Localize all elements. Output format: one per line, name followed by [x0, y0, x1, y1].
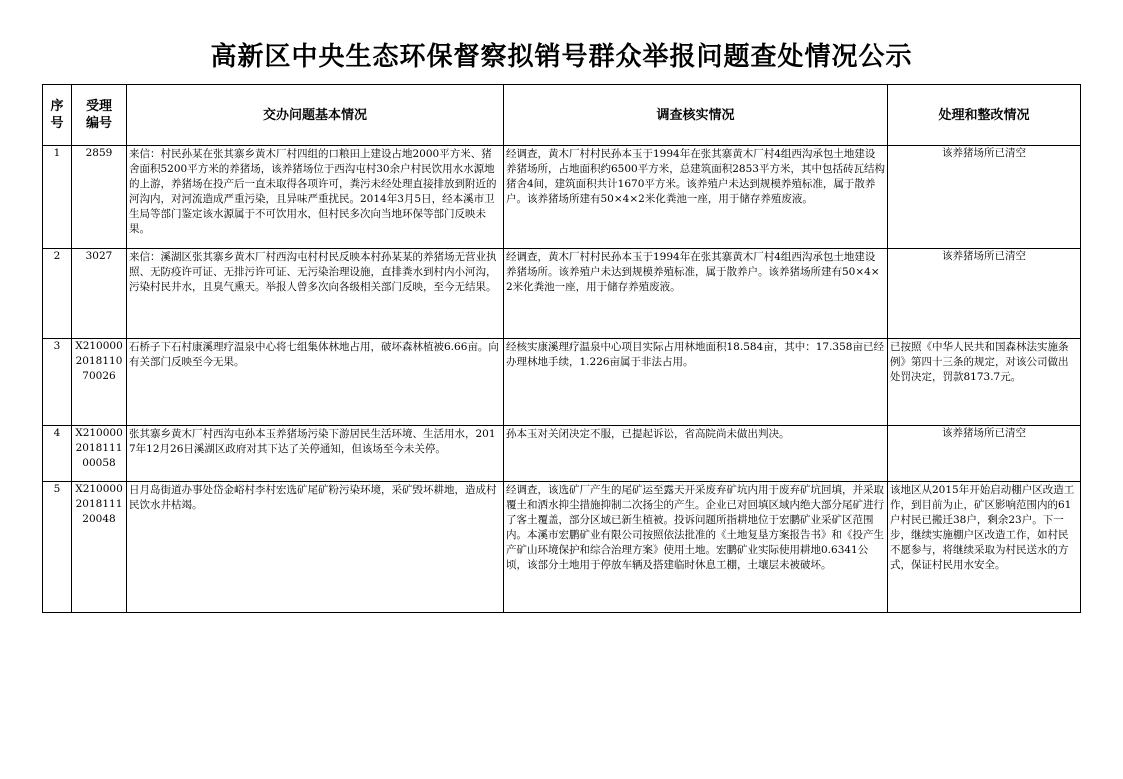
cell-id [72, 482, 127, 613]
cell-seq: 1 [43, 146, 72, 249]
id-line: X210000 [75, 483, 123, 495]
cell-result: 该养猪场所已清空 [888, 249, 1081, 339]
cell-problem [127, 426, 504, 482]
header-id-label: 受理编号 [85, 99, 112, 131]
id-line: 70026 [82, 370, 116, 382]
cell-seq: 2 [43, 249, 72, 339]
id-line: X210000 [75, 340, 123, 352]
problem-text: 日月岛街道办事处岱金峪村李村宏选矿尾矿粉污染环境，采矿毁坏耕地，造成村民饮水井枯竭。 [129, 484, 497, 511]
header-id [72, 85, 127, 146]
id-line: 2018110 [75, 355, 123, 367]
id-line: 2018111 [75, 498, 123, 510]
id-line: 00058 [82, 457, 116, 469]
table-row [43, 249, 1081, 339]
result-text: 已按照《中华人民共和国森林法实施条例》第四十三条的规定，对该公司做出处罚决定，罚款8173.7元。 [890, 341, 1069, 383]
cell-result: 该养猪场所已清空 [888, 146, 1081, 249]
investigation-text: 经调查，黄木厂村村民孙本玉于1994年在张其寨黄木厂村4组西沟承包土地建设养猪场所，占地面积约6500平方米，总建筑面积2853平方米，其中包括砖瓦结构猪舍4间，建筑面积共计1670平方米。该养殖户未达到规模养殖标准，属于散养户。该养猪场所建有50×4×2米化粪池一座，用于储存养殖废液。 [506, 148, 885, 205]
cell-id [72, 339, 127, 426]
table-row [43, 146, 1081, 249]
cell-investigation [504, 339, 888, 426]
cell-result [888, 482, 1081, 613]
header-investigation: 调查核实情况 [504, 85, 888, 146]
cell-id: 3027 [72, 249, 127, 339]
investigation-text: 经核实康溪理疗温泉中心项目实际占用林地面积18.584亩，其中：17.358亩已经办理林地手续，1.226亩属于非法占用。 [506, 341, 884, 368]
page-title: 高新区中央生态环保督察拟销号群众举报问题查处情况公示 [210, 42, 913, 72]
cell-investigation [504, 249, 888, 339]
id-line: 20048 [82, 513, 116, 525]
table-header-row [43, 85, 1081, 146]
cell-investigation [504, 482, 888, 613]
cell-investigation [504, 426, 888, 482]
header-seq [43, 85, 72, 146]
investigation-text: 经调查，该选矿厂产生的尾矿运至露天开采废弃矿坑内用于废弃矿坑回填，并采取覆土和洒水抑尘措施抑制二次扬尘的产生。企业已对回填区域内绝大部分尾矿进行了客土覆盖，部分区域已新生植被。投诉问题所指耕地位于宏鹏矿业采矿区范围内。本溪市宏鹏矿业有限公司按照依法批准的《土地复垦方案报告书》和《投产生产矿山环境保护和综合治理方案》使用土地。宏鹏矿业实际使用耕地0.6341公顷，该部分土地用于停放车辆及搭建临时休息工棚，土壤层未被破坏。 [506, 484, 884, 571]
problem-text: 来信：溪湖区张其寨乡黄木厂村西沟屯村村民反映本村孙某某的养猪场无营业执照、无防疫许可证、无排污许可证、无污染治理设施，直排粪水到村内小河沟，污染村民井水，且臭气熏天。举报人曾多次向各级相关部门反映，至今无结果。 [129, 251, 497, 293]
id-line: X210000 [75, 427, 123, 439]
cell-id: 2859 [72, 146, 127, 249]
result-text: 该地区从2015年开始启动棚户区改造工作，到目前为止，矿区影响范围内的61户村民已搬迁38户，剩余23户。下一步，继续实施棚户区改造工作，如村民不愿参与，将继续采取为村民送水的方式，保证村民用水安全。 [890, 484, 1075, 571]
cell-problem [127, 339, 504, 426]
cell-problem [127, 482, 504, 613]
header-problem: 交办问题基本情况 [127, 85, 504, 146]
problem-text: 张其寨乡黄木厂村西沟屯孙本玉养猪场污染下游居民生活环境、生活用水，2017年12月26日溪湖区政府对其下达了关停通知，但该场至今未关停。 [129, 428, 496, 455]
table-row [43, 339, 1081, 426]
problem-text: 石桥子下石村康溪理疗温泉中心将七组集体林地占用，破坏森林植被6.66亩。向有关部门反映至今无果。 [129, 341, 499, 368]
cell-investigation [504, 146, 888, 249]
id-line: 2018111 [75, 442, 123, 454]
investigation-text: 经调查，黄木厂村村民孙本玉于1994年在张其寨黄木厂村4组西沟承包土地建设养猪场所。该养殖户未达到规模养殖标准，属于散养户。该养猪场所建有50×4×2米化粪池一座，用于储存养殖废液。 [506, 251, 880, 293]
cell-result [888, 339, 1081, 426]
cell-problem [127, 249, 504, 339]
cell-problem [127, 146, 504, 249]
cell-id [72, 426, 127, 482]
investigation-text: 孙本玉对关闭决定不服，已提起诉讼，省高院尚未做出判决。 [506, 428, 790, 440]
cell-seq: 5 [43, 482, 72, 613]
cell-seq: 4 [43, 426, 72, 482]
cell-result: 该养猪场所已清空 [888, 426, 1081, 482]
cell-seq: 3 [43, 339, 72, 426]
problem-text: 来信：村民孙某在张其寨乡黄木厂村四组的口粮田上建设占地2000平方米、猪舍面积5200平方米的养猪场，该养猪场位于西沟屯村30余户村民饮用水水源地的上游，养猪场在投产后一直未取得各项许可，粪污未经处理直接排放到附近的河沟内，对河流造成严重污染，且异味严重扰民。2014年3月5日，经本溪市卫生局等部门鉴定该水源属于不可饮用水，但村民多次向当地环保等部门反映未果。 [129, 148, 497, 235]
table-row [43, 426, 1081, 482]
header-result: 处理和整改情况 [888, 85, 1081, 146]
report-table [42, 84, 1081, 613]
table-row [43, 482, 1081, 613]
header-seq-label: 序号 [50, 99, 64, 131]
